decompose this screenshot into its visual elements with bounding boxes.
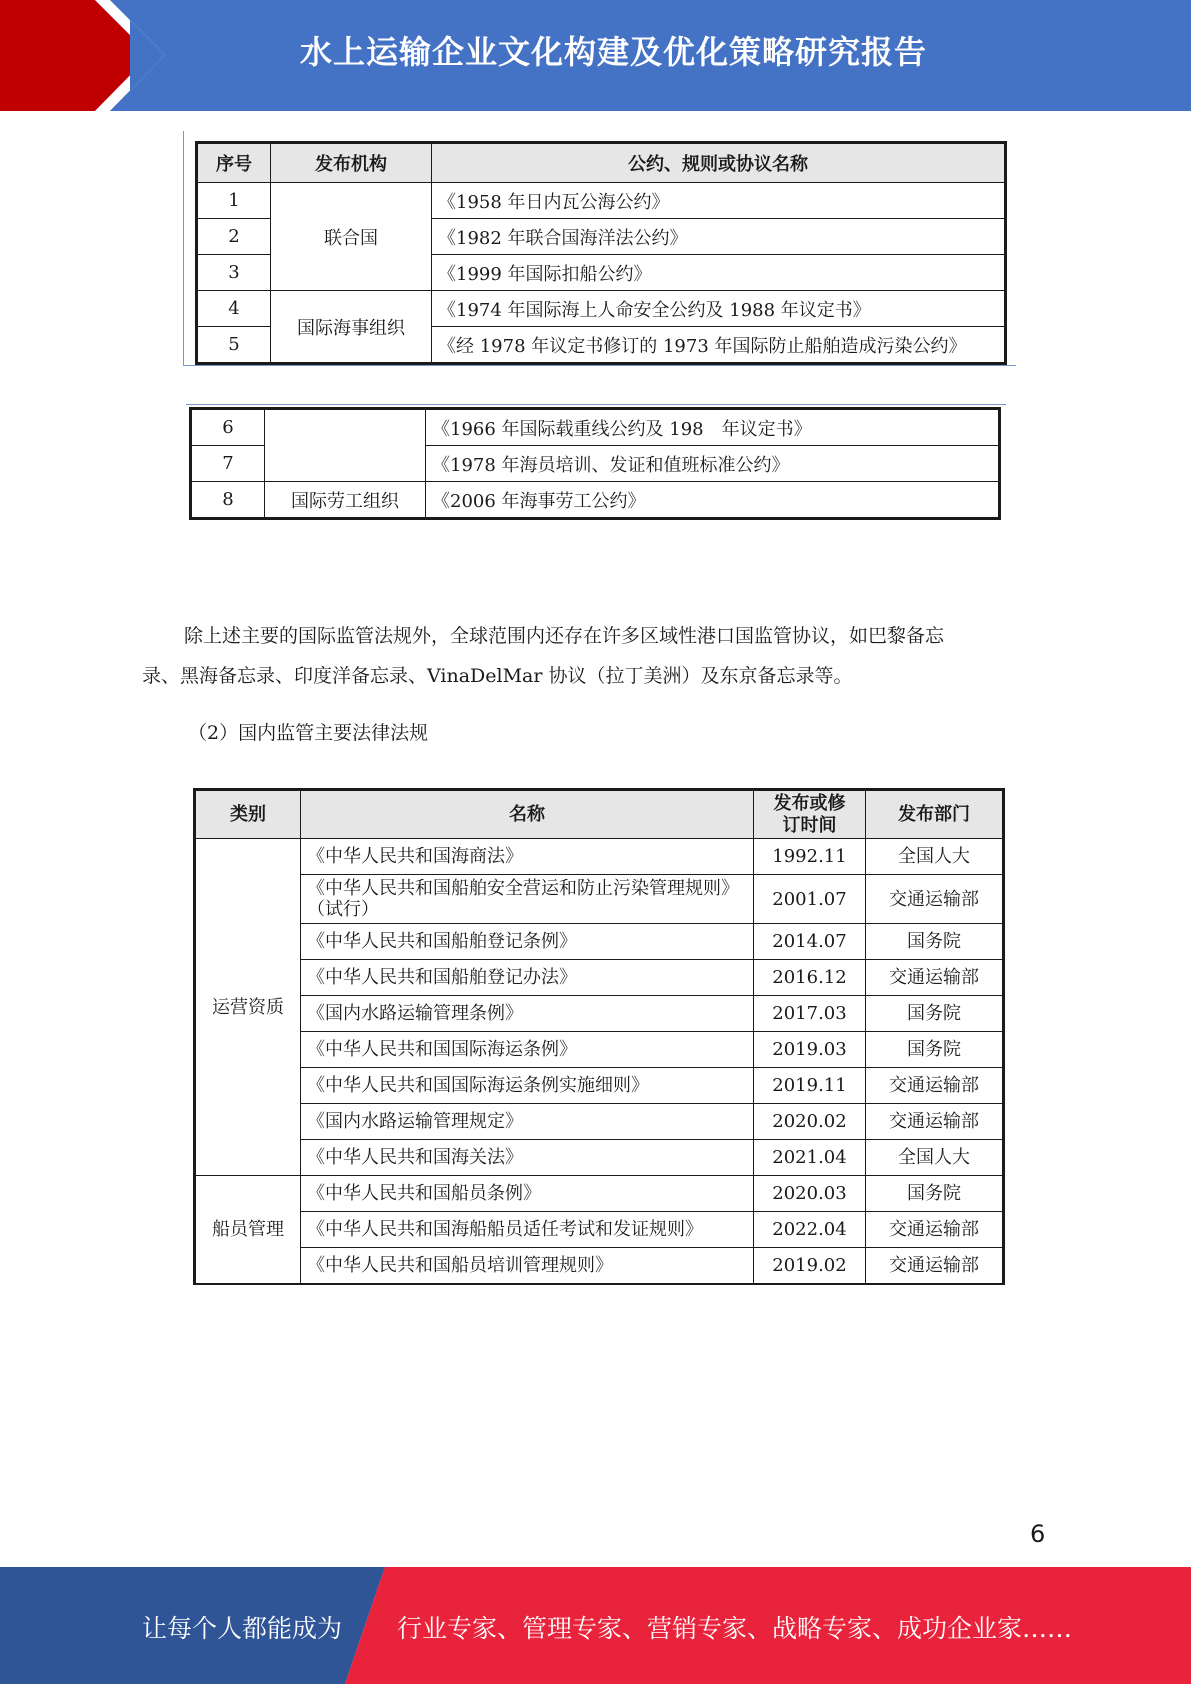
row-dept: 交通运输部 — [866, 960, 1004, 996]
row-no: 4 — [197, 291, 271, 327]
row-name: 《1978 年海员培训、发证和值班标准公约》 — [426, 446, 1000, 482]
table-header-row — [195, 790, 1004, 839]
row-name: 《2006 年海事劳工公约》 — [426, 482, 1000, 519]
row-date: 2017.03 — [754, 996, 866, 1032]
row-date: 2014.07 — [754, 924, 866, 960]
row-date: 2021.04 — [754, 1140, 866, 1176]
row-org: 联合国 — [271, 183, 432, 291]
header-dept: 发布部门 — [866, 790, 1004, 839]
paragraph-line-1: 除上述主要的国际监管法规外，全球范围内还存在许多区域性港口国监管协议，如巴黎备忘 — [184, 625, 945, 647]
row-org — [265, 409, 426, 482]
row-org: 国际海事组织 — [271, 291, 432, 364]
paragraph-line-2: 录、黑海备忘录、印度洋备忘录、VinaDelMar 协议（拉丁美洲）及东京备忘录等。 — [142, 665, 853, 687]
row-name: 《中华人民共和国海商法》 — [301, 839, 754, 875]
row-no: 2 — [197, 219, 271, 255]
row-name: 《1999 年国际扣船公约》 — [432, 255, 1006, 291]
section-subheading: （2）国内监管主要法律法规 — [188, 722, 429, 744]
table-header-row — [197, 143, 1006, 183]
international-conventions-table-continued — [189, 407, 1001, 520]
row-name: 《1982 年联合国海洋法公约》 — [432, 219, 1006, 255]
row-name: 《1974 年国际海上人命安全公约及 1988 年议定书》 — [432, 291, 1006, 327]
row-dept: 国务院 — [866, 1032, 1004, 1068]
row-name: 《中华人民共和国国际海运条例实施细则》 — [301, 1068, 754, 1104]
header-no: 序号 — [197, 143, 271, 183]
row-name: 《经 1978 年议定书修订的 1973 年国际防止船舶造成污染公约》 — [432, 327, 1006, 364]
header-org: 发布机构 — [271, 143, 432, 183]
document-title: 水上运输企业文化构建及优化策略研究报告 — [300, 33, 928, 71]
header-category: 类别 — [195, 790, 301, 839]
row-dept: 全国人大 — [866, 1140, 1004, 1176]
table-row — [191, 482, 1000, 519]
header-date-label: 发布或修订时间 — [773, 792, 846, 836]
page-header — [0, 0, 1191, 111]
row-date: 2001.07 — [754, 875, 866, 924]
footer-slogan-right: 行业专家、管理专家、营销专家、战略专家、成功企业家…… — [397, 1614, 1073, 1643]
row-date: 2022.04 — [754, 1212, 866, 1248]
row-dept: 国务院 — [866, 924, 1004, 960]
row-category: 船员管理 — [195, 1176, 301, 1285]
row-no: 7 — [191, 446, 265, 482]
page-footer — [0, 1567, 1191, 1684]
header-date — [754, 790, 866, 839]
table-row — [195, 1104, 1004, 1140]
table-row — [191, 409, 1000, 446]
table-row — [197, 291, 1006, 327]
table-row — [195, 1212, 1004, 1248]
row-no: 5 — [197, 327, 271, 364]
row-name: 《中华人民共和国船舶登记条例》 — [301, 924, 754, 960]
row-org: 国际劳工组织 — [265, 482, 426, 519]
row-name: 《国内水路运输管理规定》 — [301, 1104, 754, 1140]
table-row — [195, 875, 1004, 924]
row-dept: 交通运输部 — [866, 1212, 1004, 1248]
row-date: 2019.02 — [754, 1248, 866, 1285]
row-date: 2019.11 — [754, 1068, 866, 1104]
row-name: 《中华人民共和国船舶安全营运和防止污染管理规则》（试行） — [301, 875, 754, 924]
row-name: 《中华人民共和国海船船员适任考试和发证规则》 — [301, 1212, 754, 1248]
international-conventions-table — [195, 141, 1007, 365]
row-name: 《中华人民共和国船员培训管理规则》 — [301, 1248, 754, 1285]
row-dept: 国务院 — [866, 996, 1004, 1032]
row-name: 《中华人民共和国船员条例》 — [301, 1176, 754, 1212]
header-name: 名称 — [301, 790, 754, 839]
row-date: 2019.03 — [754, 1032, 866, 1068]
table-row — [195, 1140, 1004, 1176]
row-category: 运营资质 — [195, 839, 301, 1176]
row-no: 8 — [191, 482, 265, 519]
table-row — [195, 1176, 1004, 1212]
row-dept: 交通运输部 — [866, 1068, 1004, 1104]
row-dept: 交通运输部 — [866, 875, 1004, 924]
row-dept: 国务院 — [866, 1176, 1004, 1212]
row-no: 1 — [197, 183, 271, 219]
row-date: 2020.03 — [754, 1176, 866, 1212]
row-date: 2020.02 — [754, 1104, 866, 1140]
header-name: 公约、规则或协议名称 — [432, 143, 1006, 183]
row-dept: 交通运输部 — [866, 1104, 1004, 1140]
table-row — [195, 1068, 1004, 1104]
row-name: 《中华人民共和国海关法》 — [301, 1140, 754, 1176]
footer-slogan-left: 让每个人都能成为 — [142, 1614, 343, 1643]
table-row — [195, 996, 1004, 1032]
row-no: 3 — [197, 255, 271, 291]
table-row — [195, 1248, 1004, 1285]
row-dept: 全国人大 — [866, 839, 1004, 875]
page-number: 6 — [1030, 1520, 1046, 1548]
row-name: 《1966 年国际载重线公约及 198 年议定书》 — [426, 409, 1000, 446]
row-name: 《1958 年日内瓦公海公约》 — [432, 183, 1006, 219]
table-row — [195, 1032, 1004, 1068]
row-dept: 交通运输部 — [866, 1248, 1004, 1285]
row-name: 《中华人民共和国船舶登记办法》 — [301, 960, 754, 996]
row-name: 《国内水路运输管理条例》 — [301, 996, 754, 1032]
table-row — [195, 924, 1004, 960]
row-date: 2016.12 — [754, 960, 866, 996]
table-row — [195, 839, 1004, 875]
row-name: 《中华人民共和国国际海运条例》 — [301, 1032, 754, 1068]
row-date: 1992.11 — [754, 839, 866, 875]
domestic-regulations-table — [193, 788, 1005, 1285]
table-row — [195, 960, 1004, 996]
row-no: 6 — [191, 409, 265, 446]
table-row — [197, 183, 1006, 219]
